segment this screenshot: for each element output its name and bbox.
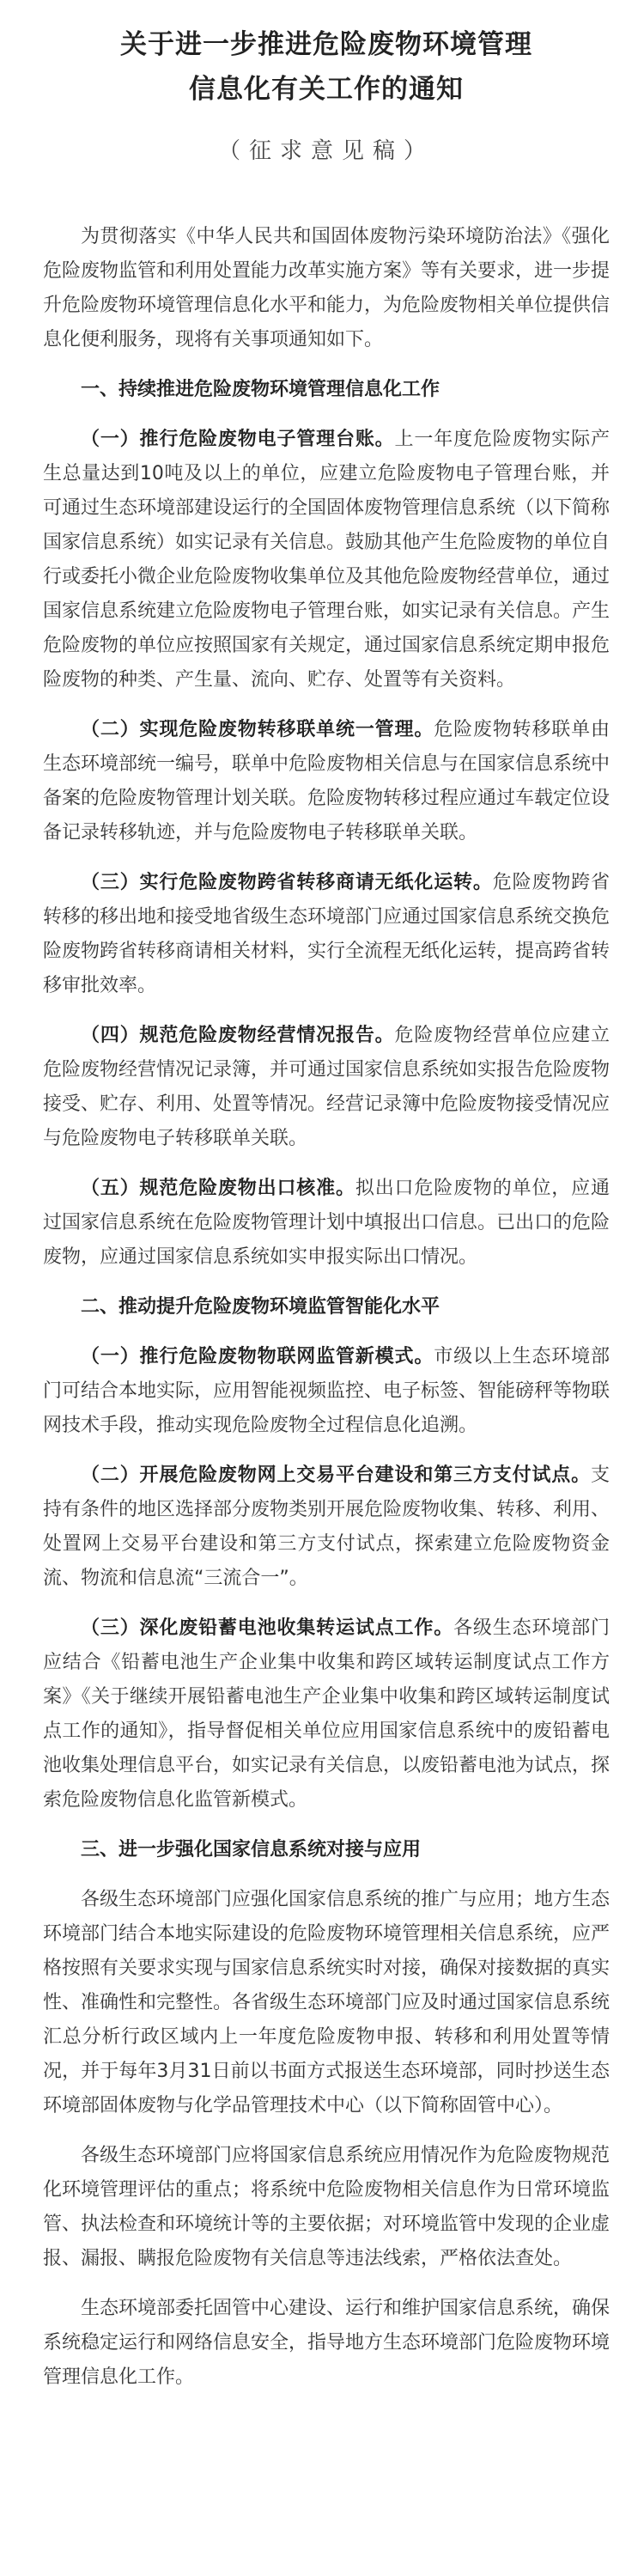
section-1-item-3	[43, 866, 610, 1003]
item-text: 危险废物转移联单由生态环境部统一编号，联单中危险废物相关信息与在国家信息系统中备案的危险废物管理计划关联。危险废物转移过程应通过车载定位设备记录转移轨迹，并与危险废物电子转移联单关联。	[43, 719, 611, 843]
item-lead: （一）推行危险废物电子管理台账。	[81, 429, 395, 450]
section-1-item-4	[43, 1019, 610, 1156]
item-lead: （五）规范危险废物出口核准。	[81, 1178, 355, 1199]
item-lead: （三）深化废铅蓄电池收集转运试点工作。	[81, 1617, 454, 1639]
item-lead: （二）开展危险废物网上交易平台建设和第三方支付试点。	[81, 1465, 591, 1486]
section-1-item-5	[43, 1172, 610, 1275]
item-text: 支持有条件的地区选择部分废物类别开展危险废物收集、转移、利用、处置网上交易平台建设和第三方支付试点，探索建立危险废物资金流、物流和信息流“三流合一”。	[43, 1465, 611, 1589]
section-3-paragraph-2: 各级生态环境部门应将国家信息系统应用情况作为危险废物规范化环境管理评估的重点；将系统中危险废物相关信息作为日常环境监管、执法检查和环境统计等的主要依据；对环境监管中发现的企业虚报、漏报、瞒报危险废物有关信息等违法线索，严格依法查处。	[43, 2145, 611, 2269]
section-heading-1: 一、持续推进危险废物环境管理信息化工作	[81, 379, 440, 400]
section-2-item-2	[43, 1459, 610, 1596]
section-3-paragraph-1: 各级生态环境部门应强化国家信息系统的推广与应用；地方生态环境部门结合本地实际建设的危险废物环境管理相关信息系统，应严格按照有关要求实现与国家信息系统实时对接，确保对接数据的真实性、准确性和完整性。各省级生态环境部门应及时通过国家信息系统汇总分析行政区域内上一年度危险废物申报、转移和利用处置等情况，并于每年3月31日前以书面方式报送生态环境部，同时抄送生态环境部固体废物与化学品管理技术中心（以下简称固管中心）。	[43, 1889, 611, 2116]
title-line-2: 信息化有关工作的通知	[189, 74, 464, 105]
section-1-item-2	[43, 713, 610, 850]
item-lead: （三）实行危险废物跨省转移商请无纸化运转。	[81, 872, 493, 893]
item-text: 拟出口危险废物的单位，应通过国家信息系统在危险废物管理计划中填报出口信息。已出口的危险废物，应通过国家信息系统如实申报实际出口情况。	[43, 1178, 611, 1268]
item-text: 上一年度危险废物实际产生总量达到10吨及以上的单位，应建立危险废物电子管理台账，并可通过生态环境部建设运行的全国固体废物管理信息系统（以下简称国家信息系统）如实记录有关信息。鼓励其他产生危险废物的单位自行或委托小微企业危险废物收集单位及其他危险废物经营单位，通过国家信息系统建立危险废物电子管理台账，如实记录有关信息。产生危险废物的单位应按照国家有关规定，通过国家信息系统定期申报危险废物的种类、产生量、流向、贮存、处置等有关资料。	[43, 429, 611, 691]
section-2-item-3	[43, 1611, 610, 1818]
item-text: 各级生态环境部门应结合《铅蓄电池生产企业集中收集和跨区域转运制度试点工作方案》《关于继续开展铅蓄电池生产企业集中收集和跨区域转运制度试点工作的通知》，指导督促相关单位应用国家信息系统中的废铅蓄电池收集处理信息平台，如实记录有关信息，以废铅蓄电池为试点，探索危险废物信息化监管新模式。	[43, 1617, 611, 1811]
document-subtitle: （征求意见稿）	[217, 138, 434, 164]
title-line-1: 关于进一步推进危险废物环境管理	[120, 29, 532, 60]
item-text: 危险废物经营单位应建立危险废物经营情况记录簿，并可通过国家信息系统如实报告危险废物接受、贮存、利用、处置等情况。经营记录簿中危险废物接受情况应与危险废物电子转移联单关联。	[43, 1025, 611, 1149]
section-3-paragraph-3: 生态环境部委托固管中心建设、运行和维护国家信息系统，确保系统稳定运行和网络信息安全，指导地方生态环境部门危险废物环境管理信息化工作。	[43, 2298, 611, 2388]
item-text: 市级以上生态环境部门可结合本地实际，应用智能视频监控、电子标签、智能磅秤等物联网技术手段，推动实现危险废物全过程信息化追溯。	[43, 1346, 611, 1436]
section-2-item-1	[43, 1340, 610, 1443]
section-heading-2: 二、推动提升危险废物环境监管智能化水平	[81, 1296, 440, 1318]
item-lead: （二）实现危险废物转移联单统一管理。	[81, 719, 434, 740]
intro-paragraph: 为贯彻落实《中华人民共和国固体废物污染环境防治法》《强化危险废物监管和利用处置能力改革实施方案》等有关要求，进一步提升危险废物环境管理信息化水平和能力，为危险废物相关单位提供信息化便利服务，现将有关事项通知如下。	[43, 226, 611, 350]
item-text: 危险废物跨省转移的移出地和接受地省级生态环境部门应通过国家信息系统交换危险废物跨省转移商请相关材料，实行全流程无纸化运转，提高跨省转移审批效率。	[43, 872, 611, 996]
item-lead: （四）规范危险废物经营情况报告。	[81, 1025, 395, 1046]
item-lead: （一）推行危险废物物联网监管新模式。	[81, 1346, 434, 1367]
section-1-item-1	[43, 423, 610, 697]
document-title	[43, 22, 610, 112]
section-heading-3: 三、进一步强化国家信息系统对接与应用	[81, 1839, 422, 1860]
